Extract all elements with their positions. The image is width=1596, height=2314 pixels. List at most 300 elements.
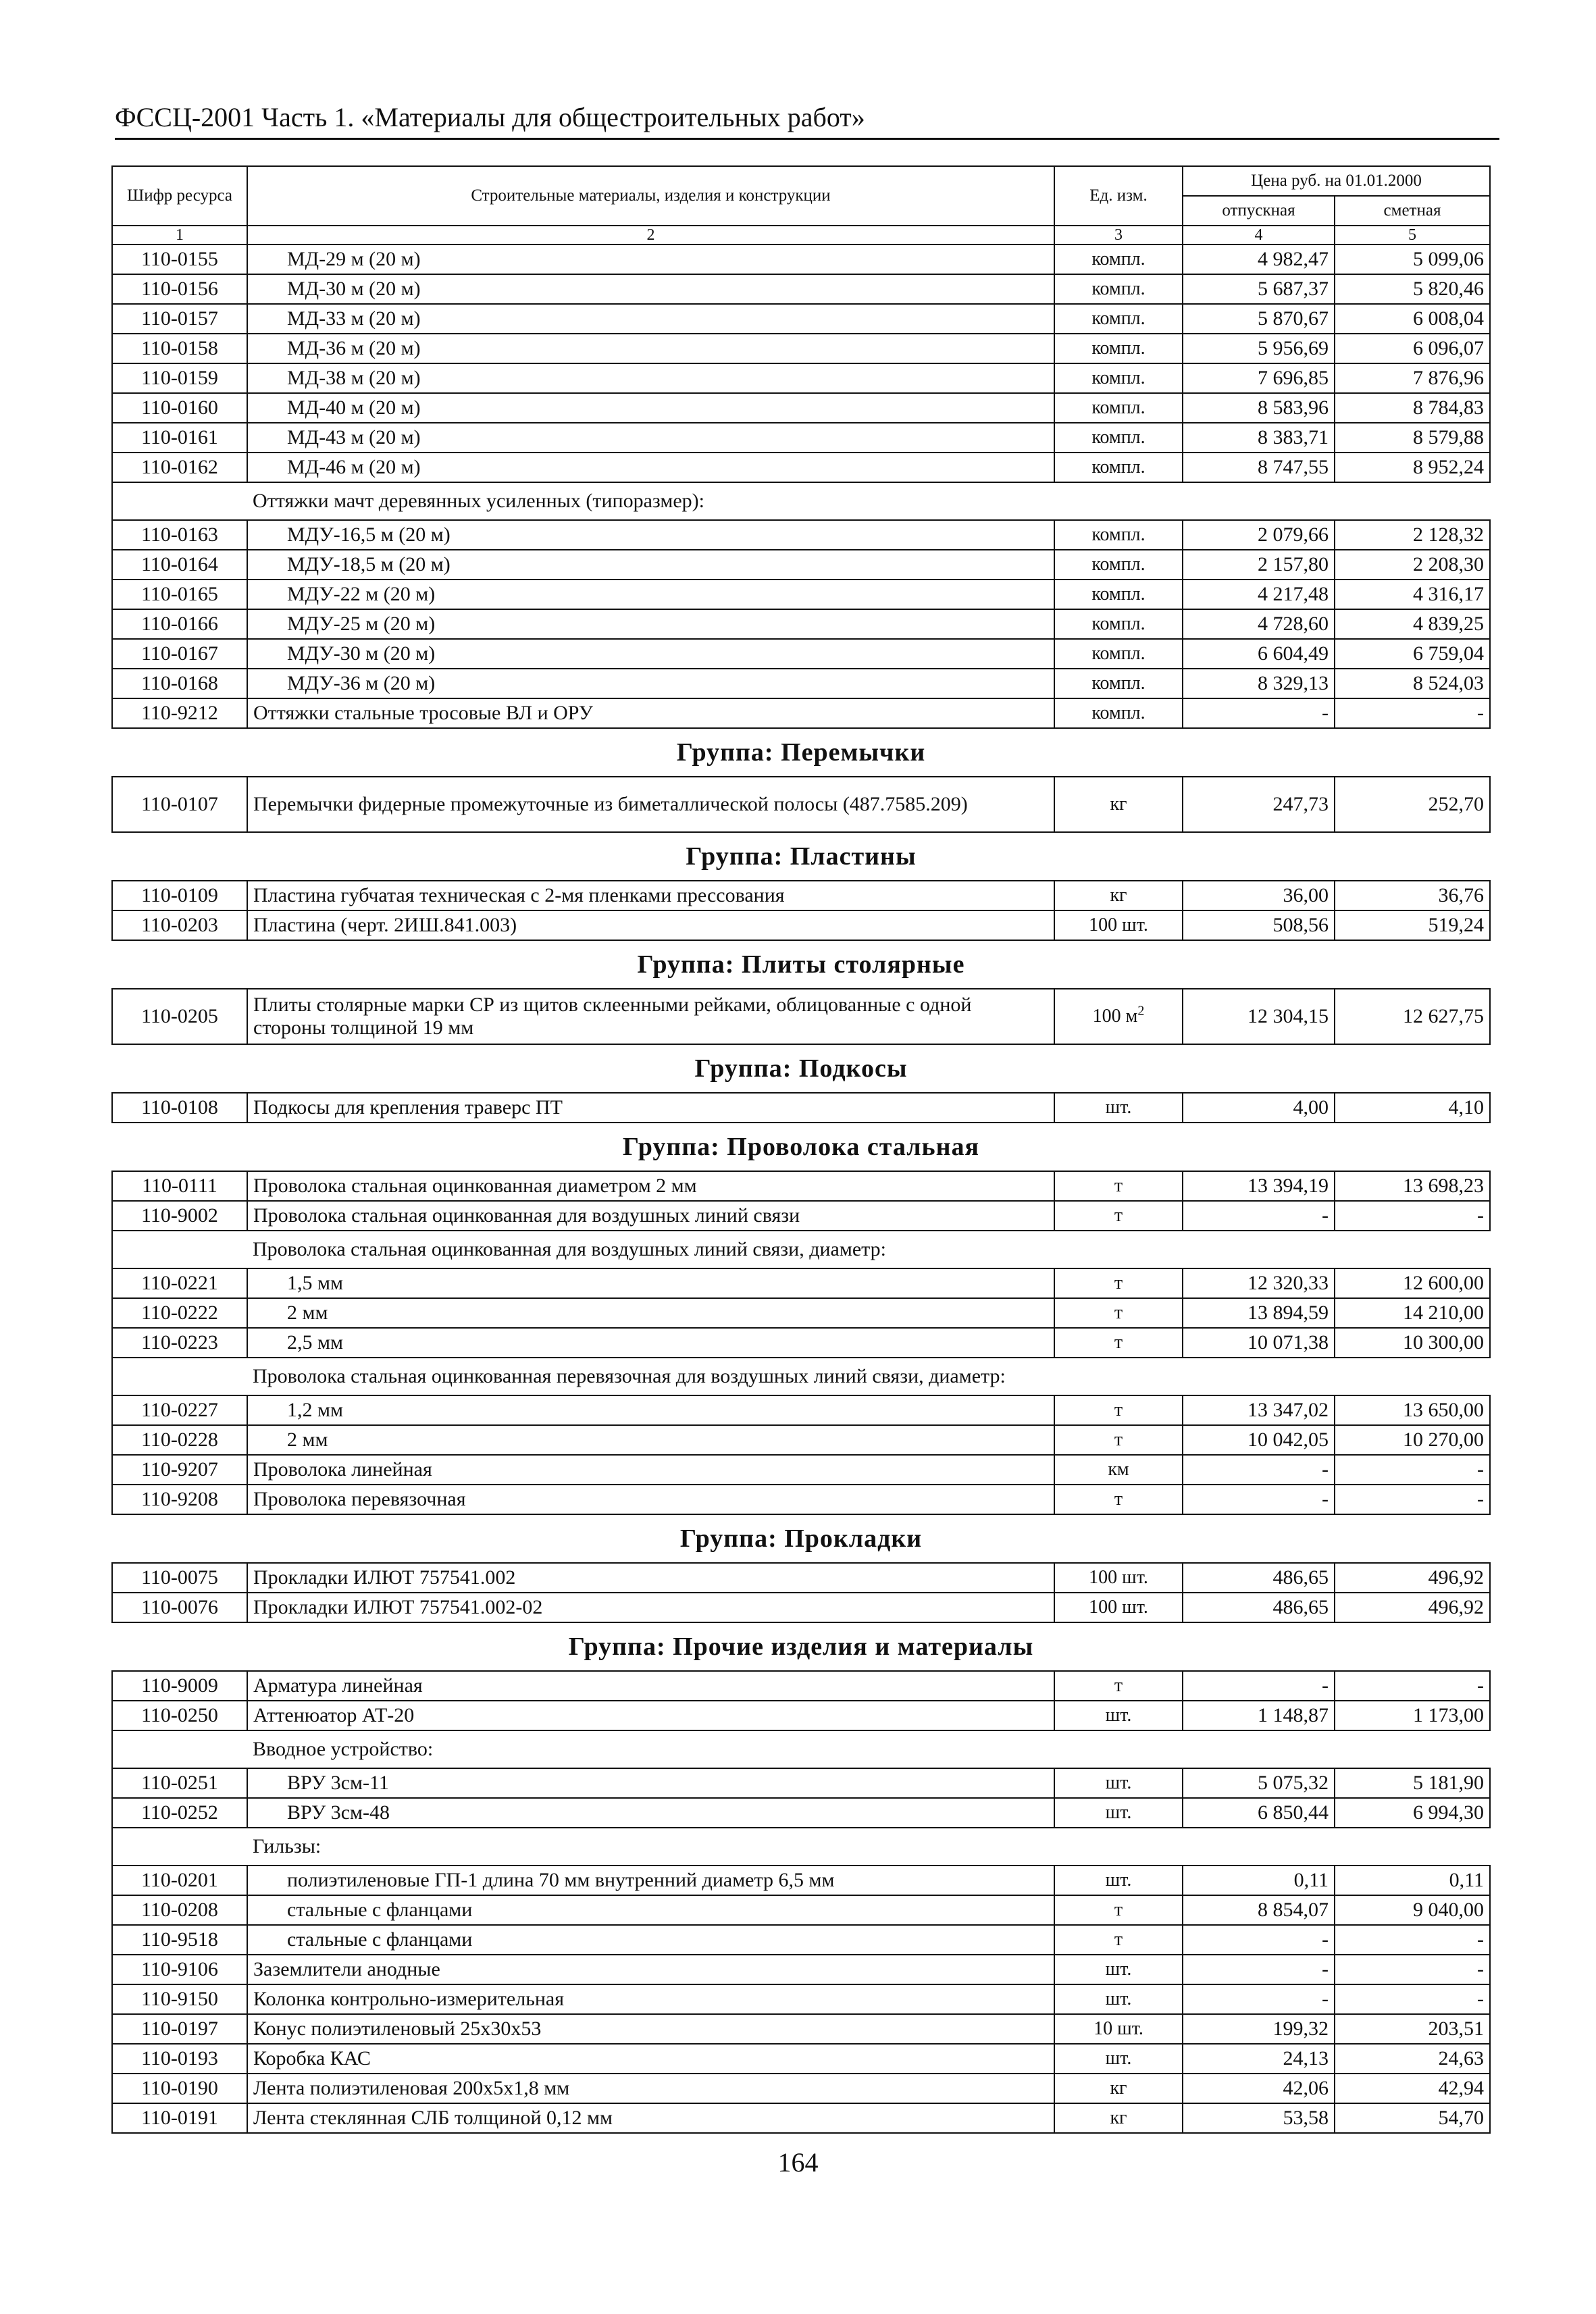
unit-cell (1054, 777, 1183, 832)
resource-code: 110-0222 (112, 1298, 247, 1328)
estimate-price: 6 994,30 (1335, 1798, 1490, 1828)
unit-text: 100 м (1092, 1006, 1138, 1027)
table-row (112, 2074, 1490, 2103)
material-name: МД-29 м (20 м) (247, 245, 1054, 274)
material-name: 2 мм (247, 1298, 1054, 1328)
unit-cell (1054, 1768, 1183, 1798)
estimate-price: 2 208,30 (1335, 550, 1490, 580)
table-row (112, 1328, 1490, 1358)
material-name: стальные с фланцами (247, 1925, 1054, 1955)
resource-code: 110-0205 (112, 989, 247, 1044)
release-price: 12 320,33 (1183, 1268, 1335, 1298)
table-header (112, 166, 1490, 245)
table-row (112, 304, 1490, 334)
table-row (112, 639, 1490, 669)
resource-code: 110-0109 (112, 881, 247, 910)
unit-superscript: 2 (1137, 1003, 1145, 1019)
estimate-price: 13 698,23 (1335, 1171, 1490, 1201)
unit-text: т (1114, 1399, 1123, 1420)
material-name: МД-38 м (20 м) (247, 363, 1054, 393)
material-name: ВРУ 3см-48 (247, 1798, 1054, 1828)
release-price: 486,65 (1183, 1593, 1335, 1622)
resource-code: 110-0190 (112, 2074, 247, 2103)
estimate-price: 10 270,00 (1335, 1425, 1490, 1455)
estimate-price: 0,11 (1335, 1866, 1490, 1895)
unit-cell (1054, 1925, 1183, 1955)
resource-code: 110-0228 (112, 1425, 247, 1455)
unit-text: шт. (1105, 1097, 1132, 1118)
unit-text: т (1114, 1899, 1123, 1920)
resource-code: 110-0203 (112, 910, 247, 940)
material-name: Пластина (черт. 2ИШ.841.003) (247, 910, 1054, 940)
resource-code: 110-0166 (112, 609, 247, 639)
unit-cell (1054, 274, 1183, 304)
table-row (112, 1171, 1490, 1201)
header-name: Строительные материалы, изделия и конструкции (247, 166, 1054, 226)
unit-cell (1054, 1268, 1183, 1298)
unit-cell (1054, 881, 1183, 910)
release-price: 13 394,19 (1183, 1171, 1335, 1201)
unit-text: т (1114, 1675, 1123, 1696)
material-name: МДУ-25 м (20 м) (247, 609, 1054, 639)
group-heading-row (112, 1123, 1490, 1171)
table-row (112, 1671, 1490, 1701)
group-title: Группа: Пластины (112, 832, 1490, 881)
price-table-container (111, 165, 1489, 2134)
unit-cell (1054, 669, 1183, 698)
table-row (112, 1984, 1490, 2014)
table-row (112, 1925, 1490, 1955)
estimate-price: 54,70 (1335, 2103, 1490, 2133)
table-row (112, 453, 1490, 482)
material-name: Колонка контрольно-измерительная (247, 1984, 1054, 2014)
resource-code: 110-9002 (112, 1201, 247, 1231)
estimate-price: 6 759,04 (1335, 639, 1490, 669)
unit-cell (1054, 1201, 1183, 1231)
table-row (112, 2014, 1490, 2044)
table-row (112, 1895, 1490, 1925)
release-price: 13 894,59 (1183, 1298, 1335, 1328)
subheading-row (112, 1730, 1490, 1768)
table-row (112, 1395, 1490, 1425)
table-row (112, 1201, 1490, 1231)
unit-text: шт. (1105, 1870, 1132, 1891)
unit-text: 100 шт. (1089, 1597, 1148, 1618)
estimate-price: 519,24 (1335, 910, 1490, 940)
resource-code: 110-0167 (112, 639, 247, 669)
material-name: МДУ-16,5 м (20 м) (247, 520, 1054, 550)
release-price: 8 747,55 (1183, 453, 1335, 482)
page-header: ФССЦ-2001 Часть 1. «Материалы для общестроительных работ» (115, 101, 1499, 140)
group-title: Группа: Прокладки (112, 1514, 1490, 1563)
resource-code: 110-0160 (112, 393, 247, 423)
material-name: МДУ-30 м (20 м) (247, 639, 1054, 669)
material-name: 1,5 мм (247, 1268, 1054, 1298)
unit-cell (1054, 1093, 1183, 1123)
unit-text: 10 шт. (1093, 2018, 1143, 2039)
release-price: 13 347,02 (1183, 1395, 1335, 1425)
resource-code: 110-0162 (112, 453, 247, 482)
subheading-row (112, 1828, 1490, 1866)
page-number: 164 (777, 2147, 819, 2178)
resource-code: 110-0107 (112, 777, 247, 832)
unit-text: кг (1110, 2078, 1127, 2099)
table-row (112, 1425, 1490, 1455)
code-spacer (112, 1231, 247, 1268)
release-price: 6 850,44 (1183, 1798, 1335, 1828)
material-name: Конус полиэтиленовый 25х30х53 (247, 2014, 1054, 2044)
table-row (112, 2103, 1490, 2133)
estimate-price: 12 600,00 (1335, 1268, 1490, 1298)
unit-text: т (1114, 1929, 1123, 1950)
unit-text: компл. (1091, 702, 1145, 723)
release-price: 8 383,71 (1183, 423, 1335, 453)
resource-code: 110-0168 (112, 669, 247, 698)
table-row (112, 423, 1490, 453)
unit-text: компл. (1091, 457, 1145, 478)
release-price: 42,06 (1183, 2074, 1335, 2103)
code-spacer (112, 1828, 247, 1866)
unit-cell (1054, 363, 1183, 393)
release-price: 2 079,66 (1183, 520, 1335, 550)
unit-cell (1054, 2014, 1183, 2044)
material-name: Лента полиэтиленовая 200х5х1,8 мм (247, 2074, 1054, 2103)
material-name: Проволока перевязочная (247, 1485, 1054, 1514)
unit-text: шт. (1105, 1959, 1132, 1980)
table-row (112, 910, 1490, 940)
estimate-price: 24,63 (1335, 2044, 1490, 2074)
material-name: МД-46 м (20 м) (247, 453, 1054, 482)
material-name: 2,5 мм (247, 1328, 1054, 1358)
release-price: 2 157,80 (1183, 550, 1335, 580)
resource-code: 110-0223 (112, 1328, 247, 1358)
unit-cell (1054, 1171, 1183, 1201)
col-number: 5 (1335, 226, 1490, 245)
col-number: 4 (1183, 226, 1335, 245)
unit-text: кг (1110, 794, 1127, 815)
estimate-price: - (1335, 1955, 1490, 1984)
release-price: 12 304,15 (1183, 989, 1335, 1044)
header-price: Цена руб. на 01.01.2000 (1183, 166, 1490, 196)
group-heading-row (112, 1514, 1490, 1563)
unit-text: компл. (1091, 397, 1145, 418)
resource-code: 110-0163 (112, 520, 247, 550)
resource-code: 110-0155 (112, 245, 247, 274)
estimate-price: 6 008,04 (1335, 304, 1490, 334)
group-heading-row (112, 832, 1490, 881)
group-title: Группа: Подкосы (112, 1044, 1490, 1093)
material-name: МД-40 м (20 м) (247, 393, 1054, 423)
release-price: 8 854,07 (1183, 1895, 1335, 1925)
table-row (112, 393, 1490, 423)
release-price: 36,00 (1183, 881, 1335, 910)
unit-cell (1054, 1425, 1183, 1455)
material-name: Прокладки ИЛЮТ 757541.002-02 (247, 1593, 1054, 1622)
resource-code: 110-0197 (112, 2014, 247, 2044)
resource-code: 110-0191 (112, 2103, 247, 2133)
unit-cell (1054, 423, 1183, 453)
subheading-text: Гильзы: (247, 1828, 1490, 1866)
resource-code: 110-0159 (112, 363, 247, 393)
estimate-price: 6 096,07 (1335, 334, 1490, 363)
release-price: 199,32 (1183, 2014, 1335, 2044)
unit-cell (1054, 304, 1183, 334)
release-price: 0,11 (1183, 1866, 1335, 1895)
resource-code: 110-0161 (112, 423, 247, 453)
material-name: МДУ-36 м (20 м) (247, 669, 1054, 698)
unit-cell (1054, 1798, 1183, 1828)
unit-cell (1054, 639, 1183, 669)
unit-text: т (1114, 1489, 1123, 1510)
estimate-price: 8 579,88 (1335, 423, 1490, 453)
header-release: отпускная (1183, 196, 1335, 226)
unit-text: компл. (1091, 554, 1145, 575)
estimate-price: 4 839,25 (1335, 609, 1490, 639)
estimate-price: 252,70 (1335, 777, 1490, 832)
unit-cell (1054, 453, 1183, 482)
table-row (112, 1268, 1490, 1298)
material-name: МД-36 м (20 м) (247, 334, 1054, 363)
unit-text: 100 шт. (1089, 915, 1148, 935)
estimate-price: 5 181,90 (1335, 1768, 1490, 1798)
unit-text: шт. (1105, 1802, 1132, 1823)
group-heading-row (112, 1044, 1490, 1093)
unit-cell (1054, 1395, 1183, 1425)
material-name: Лента стеклянная СЛБ толщиной 0,12 мм (247, 2103, 1054, 2133)
unit-cell (1054, 2074, 1183, 2103)
subheading-row (112, 1231, 1490, 1268)
material-name: Арматура линейная (247, 1671, 1054, 1701)
unit-cell (1054, 580, 1183, 609)
group-heading-row (112, 940, 1490, 989)
unit-text: т (1114, 1429, 1123, 1450)
table-row (112, 1298, 1490, 1328)
table-row (112, 777, 1490, 832)
unit-cell (1054, 2044, 1183, 2074)
unit-text: шт. (1105, 1988, 1132, 2009)
estimate-price: 5 099,06 (1335, 245, 1490, 274)
table-row (112, 1955, 1490, 1984)
unit-cell (1054, 910, 1183, 940)
unit-cell (1054, 1455, 1183, 1485)
table-row (112, 550, 1490, 580)
release-price: 4 982,47 (1183, 245, 1335, 274)
unit-cell (1054, 1671, 1183, 1701)
release-price: 7 696,85 (1183, 363, 1335, 393)
unit-cell (1054, 520, 1183, 550)
unit-text: шт. (1105, 1772, 1132, 1793)
release-price: - (1183, 1955, 1335, 1984)
release-price: - (1183, 1201, 1335, 1231)
table-row (112, 1866, 1490, 1895)
unit-text: т (1114, 1332, 1123, 1353)
group-title: Группа: Плиты столярные (112, 940, 1490, 989)
material-name: Перемычки фидерные промежуточные из биметаллической полосы (487.7585.209) (247, 777, 1054, 832)
estimate-price: 5 820,46 (1335, 274, 1490, 304)
material-name: Коробка КАС (247, 2044, 1054, 2074)
resource-code: 110-0251 (112, 1768, 247, 1798)
material-name: Проволока линейная (247, 1455, 1054, 1485)
table-row (112, 2044, 1490, 2074)
resource-code: 110-0201 (112, 1866, 247, 1895)
unit-cell (1054, 609, 1183, 639)
estimate-price: 13 650,00 (1335, 1395, 1490, 1425)
estimate-price: - (1335, 1671, 1490, 1701)
estimate-price: 12 627,75 (1335, 989, 1490, 1044)
unit-text: кг (1110, 885, 1127, 906)
subheading-text: Проволока стальная оцинкованная перевязочная для воздушных линий связи, диаметр: (247, 1358, 1490, 1395)
table-row (112, 698, 1490, 728)
resource-code: 110-0221 (112, 1268, 247, 1298)
estimate-price: 203,51 (1335, 2014, 1490, 2044)
subheading-row (112, 1358, 1490, 1395)
subheading-text: Оттяжки мачт деревянных усиленных (типоразмер): (247, 482, 1490, 520)
release-price: - (1183, 1455, 1335, 1485)
table-row (112, 1593, 1490, 1622)
unit-text: шт. (1105, 1705, 1132, 1726)
unit-text: компл. (1091, 673, 1145, 694)
estimate-price: 2 128,32 (1335, 520, 1490, 550)
unit-text: кг (1110, 2107, 1127, 2128)
unit-text: компл. (1091, 584, 1145, 605)
resource-code: 110-0111 (112, 1171, 247, 1201)
estimate-price: 8 952,24 (1335, 453, 1490, 482)
unit-cell (1054, 1866, 1183, 1895)
estimate-price: 10 300,00 (1335, 1328, 1490, 1358)
unit-cell (1054, 550, 1183, 580)
unit-cell (1054, 2103, 1183, 2133)
material-name: МД-43 м (20 м) (247, 423, 1054, 453)
release-price: 486,65 (1183, 1563, 1335, 1593)
material-name: Проволока стальная оцинкованная диаметром 2 мм (247, 1171, 1054, 1201)
estimate-price: - (1335, 1925, 1490, 1955)
unit-text: компл. (1091, 278, 1145, 299)
table-row (112, 989, 1490, 1044)
release-price: 8 583,96 (1183, 393, 1335, 423)
group-heading-row (112, 728, 1490, 777)
table-row (112, 1455, 1490, 1485)
table-row (112, 334, 1490, 363)
estimate-price: - (1335, 1201, 1490, 1231)
table-row (112, 245, 1490, 274)
resource-code: 110-9518 (112, 1925, 247, 1955)
unit-text: компл. (1091, 524, 1145, 545)
unit-text: компл. (1091, 427, 1145, 448)
unit-text: т (1114, 1205, 1123, 1226)
resource-code: 110-0108 (112, 1093, 247, 1123)
unit-text: т (1114, 1175, 1123, 1196)
unit-cell (1054, 1701, 1183, 1730)
material-name: полиэтиленовые ГП-1 длина 70 мм внутренний диаметр 6,5 мм (247, 1866, 1054, 1895)
resource-code: 110-0252 (112, 1798, 247, 1828)
resource-code: 110-0250 (112, 1701, 247, 1730)
table-row (112, 580, 1490, 609)
header-unit: Ед. изм. (1054, 166, 1183, 226)
release-price: - (1183, 1925, 1335, 1955)
material-name: МД-33 м (20 м) (247, 304, 1054, 334)
resource-code: 110-0227 (112, 1395, 247, 1425)
release-price: 508,56 (1183, 910, 1335, 940)
col-number: 2 (247, 226, 1054, 245)
unit-cell (1054, 393, 1183, 423)
unit-text: компл. (1091, 249, 1145, 269)
col-number: 3 (1054, 226, 1183, 245)
estimate-price: 496,92 (1335, 1563, 1490, 1593)
table-row (112, 609, 1490, 639)
estimate-price: 7 876,96 (1335, 363, 1490, 393)
price-table (111, 165, 1491, 2134)
unit-text: компл. (1091, 643, 1145, 664)
material-name: Прокладки ИЛЮТ 757541.002 (247, 1563, 1054, 1593)
unit-cell (1054, 1298, 1183, 1328)
release-price: 5 870,67 (1183, 304, 1335, 334)
material-name: МДУ-22 м (20 м) (247, 580, 1054, 609)
table-row (112, 1701, 1490, 1730)
material-name: МД-30 м (20 м) (247, 274, 1054, 304)
code-spacer (112, 1730, 247, 1768)
table-row (112, 1798, 1490, 1828)
resource-code: 110-9009 (112, 1671, 247, 1701)
unit-text: компл. (1091, 367, 1145, 388)
unit-cell (1054, 1895, 1183, 1925)
unit-cell (1054, 1593, 1183, 1622)
table-row (112, 669, 1490, 698)
estimate-price: 9 040,00 (1335, 1895, 1490, 1925)
unit-cell (1054, 334, 1183, 363)
estimate-price: 496,92 (1335, 1593, 1490, 1622)
material-name: Плиты столярные марки СР из щитов склеенными рейками, облицованные с одной стороны толщиной 19 мм (247, 989, 1054, 1044)
release-price: - (1183, 1485, 1335, 1514)
resource-code: 110-9106 (112, 1955, 247, 1984)
release-price: 10 042,05 (1183, 1425, 1335, 1455)
col-number: 1 (112, 226, 247, 245)
material-name: ВРУ 3см-11 (247, 1768, 1054, 1798)
release-price: 4 217,48 (1183, 580, 1335, 609)
estimate-price: 8 524,03 (1335, 669, 1490, 698)
table-row (112, 363, 1490, 393)
estimate-price: - (1335, 1455, 1490, 1485)
estimate-price: 36,76 (1335, 881, 1490, 910)
material-name: Проволока стальная оцинкованная для воздушных линий связи (247, 1201, 1054, 1231)
resource-code: 110-9150 (112, 1984, 247, 2014)
group-title: Группа: Прочие изделия и материалы (112, 1622, 1490, 1671)
release-price: 24,13 (1183, 2044, 1335, 2074)
unit-cell (1054, 989, 1183, 1044)
unit-cell (1054, 1984, 1183, 2014)
resource-code: 110-0076 (112, 1593, 247, 1622)
table-row (112, 1093, 1490, 1123)
resource-code: 110-9207 (112, 1455, 247, 1485)
release-price: 8 329,13 (1183, 669, 1335, 698)
material-name: Оттяжки стальные тросовые ВЛ и ОРУ (247, 698, 1054, 728)
estimate-price: 42,94 (1335, 2074, 1490, 2103)
unit-cell (1054, 1485, 1183, 1514)
unit-cell (1054, 698, 1183, 728)
unit-text: 100 шт. (1089, 1567, 1148, 1588)
release-price: 53,58 (1183, 2103, 1335, 2133)
release-price: 5 687,37 (1183, 274, 1335, 304)
unit-cell (1054, 1328, 1183, 1358)
estimate-price: 8 784,83 (1335, 393, 1490, 423)
resource-code: 110-0156 (112, 274, 247, 304)
unit-text: км (1108, 1459, 1129, 1480)
material-name: Пластина губчатая техническая с 2-мя пленками прессования (247, 881, 1054, 910)
table-row (112, 1485, 1490, 1514)
resource-code: 110-0208 (112, 1895, 247, 1925)
unit-cell (1054, 1563, 1183, 1593)
material-name: стальные с фланцами (247, 1895, 1054, 1925)
resource-code: 110-0193 (112, 2044, 247, 2074)
